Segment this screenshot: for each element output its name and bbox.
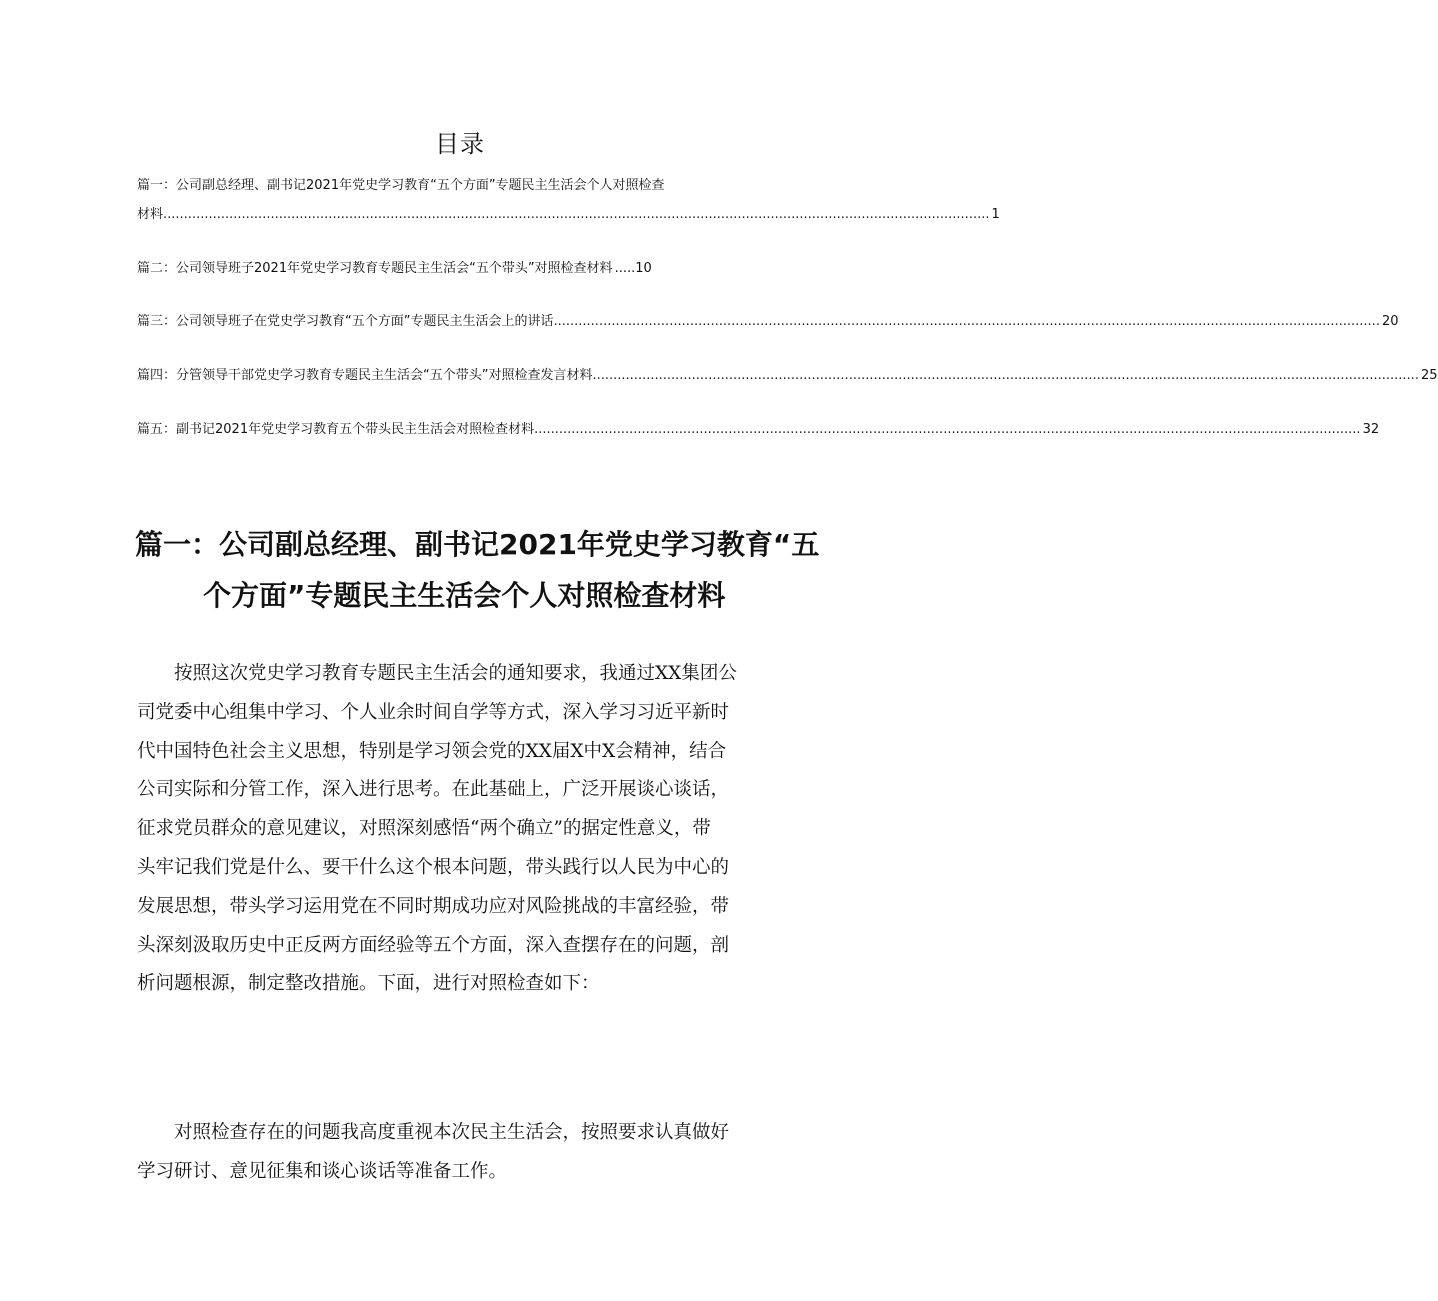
- toc-entry-3-line: [137, 312, 1399, 332]
- toc-entry-5[interactable]: [137, 420, 1380, 440]
- toc-entry-2-line: [137, 259, 777, 279]
- toc-page-number: 1: [991, 207, 1000, 222]
- toc-entry-1-line1: [137, 176, 777, 196]
- toc-entry-1[interactable]: [137, 176, 1000, 225]
- toc-entry-title: 篇一：公司副总经理、副书记2021年党史学习教育“五个方面”专题民主生活会个人对照检查: [137, 178, 665, 193]
- toc-entry-4-line: [137, 366, 1438, 386]
- toc-page-number: 25: [1420, 368, 1438, 383]
- toc-leader-dots: ........................................................................................................................................................................................................: [553, 314, 1380, 329]
- paragraph-line: 征求党员群众的意见建议，对照深刻感悟“两个确立”的据定性意义，带: [137, 818, 711, 840]
- toc-page-number: 10: [635, 261, 652, 276]
- toc-entry-title-continued: 材料: [137, 207, 164, 222]
- paragraph-line: 头牢记我们党是什么、要干什么这个根本问题，带头践行以人民为中心的: [137, 856, 730, 878]
- paragraph-line: 头深刻汲取历史中正反两方面经验等五个方面，深入查摆存在的问题，剖: [137, 934, 730, 956]
- toc-entry-5-line: [137, 420, 1380, 440]
- toc-title: 目录: [435, 130, 485, 158]
- paragraph-line: 公司实际和分管工作，深入进行思考。在此基础上，广泛开展谈心谈话，: [137, 779, 730, 801]
- toc-leader-dots: ........................................................................................................................................................................................................: [163, 207, 990, 222]
- article-paragraph-1: [137, 655, 783, 1004]
- toc-leader-dots: .....: [614, 261, 636, 276]
- toc-entry-1-line2: [137, 205, 1000, 225]
- paragraph-line: 发展思想，带头学习运用党在不同时期成功应对风险挑战的丰富经验，带: [137, 895, 730, 917]
- toc-entry-2[interactable]: [137, 259, 777, 279]
- paragraph-line: 对照检查存在的问题我高度重视本次民主生活会，按照要求认真做好: [137, 1122, 730, 1143]
- paragraph-line: 司党委中心组集中学习、个人业余时间自学等方式，深入学习习近平新时: [137, 701, 730, 723]
- paragraph-line: 代中国特色社会主义思想，特别是学习领会党的XX届X中X会精神，结合: [137, 740, 727, 762]
- paragraph-line: 按照这次党史学习教育专题民主生活会的通知要求，我通过XX集团公: [137, 663, 737, 684]
- toc-entry-title: 篇三：公司领导班子在党史学习教育“五个方面”专题民主生活会上的讲话: [137, 314, 554, 329]
- paragraph-line: 析问题根源，制定整改措施。下面，进行对照检查如下：: [137, 973, 600, 995]
- toc-page-number: 32: [1362, 422, 1380, 437]
- toc-entry-title: 篇四：分管领导干部党史学习教育专题民主生活会“五个带头”对照检查发言材料: [137, 368, 593, 383]
- article-heading-line1: 篇一：公司副总经理、副书记2021年党史学习教育“五: [135, 528, 820, 561]
- article-heading-line2: 个方面”专题民主生活会个人对照检查材料: [203, 579, 726, 612]
- toc-leader-dots: ........................................................................................................................................................................................................: [592, 368, 1419, 383]
- toc-entry-title: 篇五：副书记2021年党史学习教育五个带头民主生活会对照检查材料: [137, 422, 535, 437]
- toc-entry-title: 篇二：公司领导班子2021年党史学习教育专题民主生活会“五个带头”对照检查材料: [137, 261, 613, 276]
- toc-entry-4[interactable]: [137, 366, 1438, 386]
- toc-page-number: 20: [1381, 314, 1399, 329]
- paragraph-line: 学习研讨、意见征集和谈心谈话等准备工作。: [137, 1160, 508, 1182]
- toc-entry-3[interactable]: [137, 312, 1399, 332]
- toc-leader-dots: ........................................................................................................................................................................................................: [534, 422, 1361, 437]
- article-paragraph-2: [137, 1114, 783, 1192]
